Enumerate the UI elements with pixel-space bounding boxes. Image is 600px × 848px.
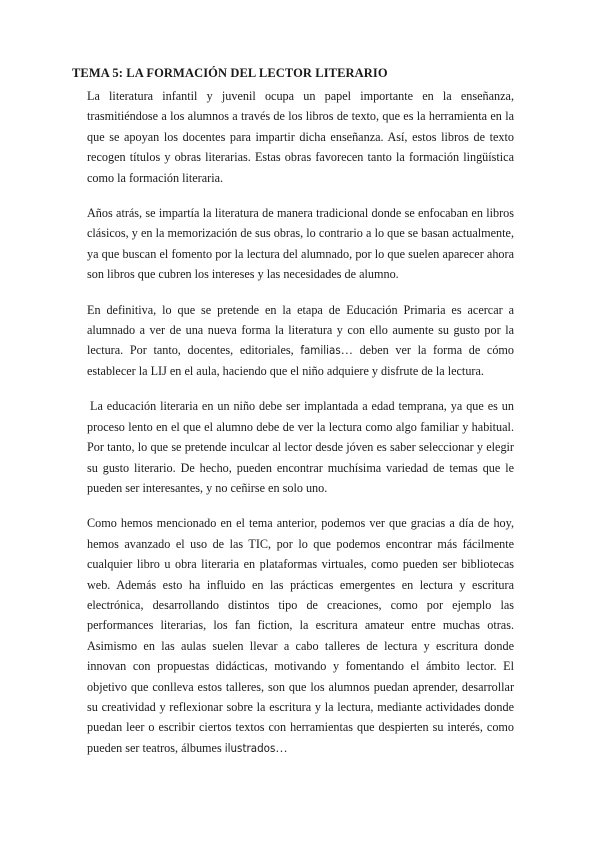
paragraph-2: Años atrás, se impartía la literatura de manera tradicional donde se enfocaban en libros clásicos, y en la memorización de sus obras, lo contrario a lo que se basan actualmente, ya que buscan el fomento por la lectura del alumnado, por lo que suelen aparecer ahora son libros que cubren los intereses y las necesidades de alumno. — [87, 206, 514, 282]
paragraph-3-text-end: … deben ver la forma de cómo establecer la LIJ en el aula, haciendo que el niño adquiere y disfrute de la lectura. — [87, 343, 515, 378]
page-title: TEMA 5: LA FORMACIÓN DEL LECTOR LITERARIO — [72, 66, 388, 80]
paragraph-5-emphasis: ilustrados — [224, 740, 276, 755]
paragraph-1: La literatura infantil y juvenil ocupa un papel importante en la enseñanza, trasmitiéndose a los alumnos a través de los libros de texto, que es la herramienta en la que se apoyan los docentes para impartir dicha enseñanza. Así, estos libros de texto recogen títulos y obras literarias. Estas obras favorecen tanto la formación lingüística como la formación literaria. — [87, 89, 514, 185]
paragraph-5-text-start: Como hemos mencionado en el tema anterior, podemos ver que gracias a día de hoy, hemos avanzado el uso de las TIC, por lo que podemos encontrar más fácilmente cualquier libro u obra literaria en plataformas virtuales, como pueden ser bibliotecas web. Además esto ha influido en las prácticas emergentes en lectura y escritura electrónica, desarrollando distintos tipo de creaciones, como por ejemplo las performances literarias, los fan fiction, la escritura amateur entre muchas otras. Asimismo en las aulas suelen llevar a cabo talleres de lectura y escritura donde innovan con propuestas didácticas, motivando y fomentando el ámbito lector. El objetivo que conlleva estos talleres, son que los alumnos puedan aprender, desarrollar su creatividad y reflexionar sobre la escritura y la lectura, mediante actividades donde puedan leer o escribir ciertos textos con herramientas que despierten su interés, como pueden ser teatros, álbumes — [87, 516, 514, 755]
paragraph-4: La educación literaria en un niño debe ser implantada a edad temprana, ya que es un proceso lento en el que el alumno debe de ver la lectura como algo familiar y habitual. Por tanto, lo que se pretende inculcar al lector desde jóven es saber seleccionar y elegir su gusto literario. De hecho, pueden encontrar muchísima variedad de temas que le pueden ser interesantes, y no ceñirse en solo uno. — [87, 399, 514, 495]
paragraph-5-text-end: … — [275, 740, 288, 755]
paragraph-3-text-start: En definitiva, lo que se pretende en la etapa de Educación Primaria es acercar a alumnado a ver de una nueva forma la literatura y con ello aumente su gusto por la lectura. Por tanto, docentes, editoriales, — [87, 302, 514, 358]
paragraph-3 — [87, 300, 514, 382]
paragraph-5 — [87, 513, 514, 758]
document-body — [87, 86, 514, 773]
paragraph-3-emphasis: familias — [300, 343, 341, 358]
